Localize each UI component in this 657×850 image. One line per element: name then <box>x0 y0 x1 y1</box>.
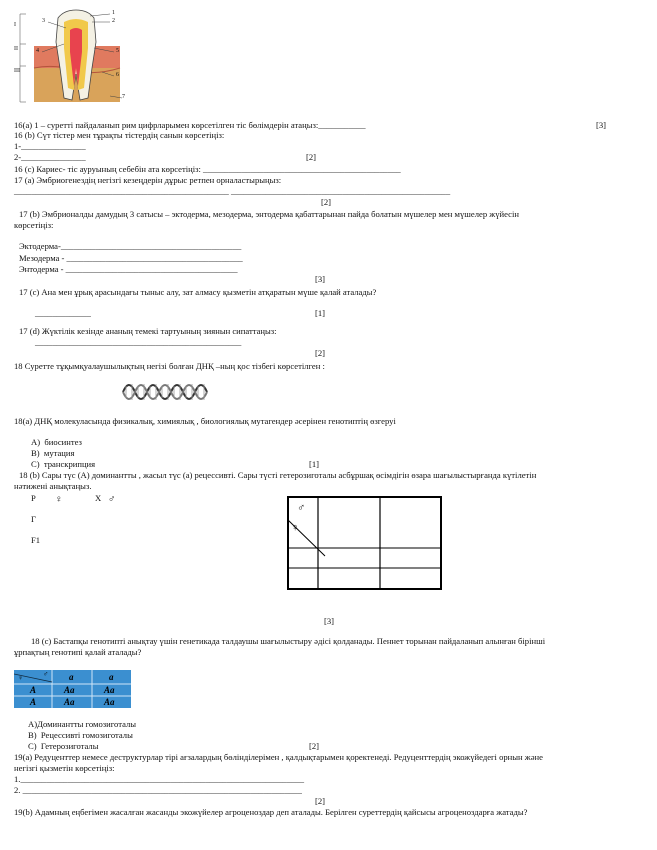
grid-female-symbol: ♀ <box>291 522 300 534</box>
q16b-line2[interactable]: 2-_______________ <box>14 152 86 162</box>
q18b-text-2: нәтижені анықтаңыз. <box>14 481 92 491</box>
q19b-text: 19(b) Адамның еңбегімен жасалған жасанды экожүйелер агроценоздар деп аталады. Берілген суреттердің қайсысы агроценоздарға жатады? <box>14 807 528 817</box>
q18c-text-2: ұрпақтың генотипі қалай аталады? <box>14 647 142 657</box>
tooth-illustration <box>14 8 128 104</box>
q16b-text: 16 (b) Сүт тістер мен тұрақты тістердің санын көрсетіңіз: <box>14 130 225 140</box>
q18b-x: X <box>95 493 102 503</box>
table-cell: Aa <box>64 685 75 695</box>
punnett-grid[interactable] <box>287 496 442 590</box>
q18b-gametes: Г <box>31 514 36 524</box>
option-letter: A) <box>31 437 41 447</box>
q18b-mark: [3] <box>324 616 335 626</box>
table-cell: Aa <box>104 697 115 707</box>
q19a-mark: [2] <box>315 796 326 806</box>
q16b-line1[interactable]: 1-_______________ <box>14 141 86 151</box>
table-cell: Aa <box>104 685 115 695</box>
tooth-number-1: 1 <box>112 10 115 16</box>
q17c-text: 17 (c) Ана мен ұрық арасындағы тыныс алу, зат алмасу қызметін атқаратын мүше қалай аталады? <box>19 287 377 297</box>
q19a-text-2: негізгі қызметін көрсетіңіз: <box>14 763 115 773</box>
q18-text: 18 Суретте тұқымқуалаушылықтың негізі болған ДНҚ –ның қос тізбегі көрсетілген : <box>14 361 325 371</box>
tooth-number-6: 6 <box>116 72 119 78</box>
q17d-blank[interactable]: ________________________________________________ <box>35 337 242 347</box>
q17b-text-1: 17 (b) Эмбрионалды дамудың 3 сатысы – эктодерма, мезодерма, энтодерма қабаттарынан пайда болатын мүшелер мен мүшелер жүйесін <box>19 209 519 219</box>
q17a-mark: [2] <box>321 197 332 207</box>
q18a-mark: [1] <box>309 459 320 469</box>
table-header-1: a <box>69 672 74 682</box>
option-letter: C) <box>31 459 40 469</box>
q18b-female: ♀ <box>55 494 63 505</box>
q17c-mark: [1] <box>315 308 326 318</box>
table-cell: Aa <box>64 697 75 707</box>
q17b-mark: [3] <box>315 274 326 284</box>
option-text: Доминантты гомозиготалы <box>37 719 137 729</box>
table-female-symbol: ♀ <box>18 674 24 682</box>
q16c-text[interactable]: 16 (c) Кариес- тіс ауруының себебін ата көрсетіңіз: ______________________________________________ <box>14 164 401 174</box>
q18b-p: P <box>31 493 36 503</box>
dna-helix-image <box>121 378 209 406</box>
tooth-number-7: 7 <box>122 94 125 100</box>
tooth-diagram <box>14 8 128 104</box>
q17b-endoderm[interactable]: Энтодерма - ________________________________________ <box>19 264 238 274</box>
q18c-mark: [2] <box>309 741 320 751</box>
q16a-text: 16(a) 1 – суретті пайдаланып рим цифрларымен көрсетілген тіс бөлімдерін атаңыз:___________ <box>14 120 366 130</box>
q18a-option-a[interactable] <box>31 438 82 448</box>
q18a-option-b[interactable] <box>31 449 74 459</box>
q19a-line2[interactable]: 2. _________________________________________________________________ <box>14 785 302 795</box>
roman-label-3: III <box>14 68 20 74</box>
q18a-text: 18(a) ДНҚ молекуласында физикалық, химиялық , биологиялық мутагендер әсерінен генотиптің өзгеруі <box>14 416 396 426</box>
option-letter: B) <box>28 730 37 740</box>
q18c-option-b[interactable] <box>28 731 133 741</box>
table-row-label-1: A <box>30 685 37 695</box>
q17d-mark: [2] <box>315 348 326 358</box>
option-text: Гетерозиготалы <box>40 741 99 751</box>
tooth-number-2: 2 <box>112 18 115 24</box>
q17b-text-2: көрсетіңіз: <box>14 220 54 230</box>
option-letter: C) <box>28 741 37 751</box>
q17a-blanks[interactable]: __________________________________________________ ___________________________________________________ <box>14 186 451 196</box>
table-row-label-2: A <box>30 697 37 707</box>
option-text: транскрипция <box>43 459 96 469</box>
roman-label-2: II <box>14 46 18 52</box>
table-header-2: a <box>109 672 114 682</box>
q17a-text: 17 (a) Эмбриогенездің негізгі кезеңдерін дұрыс ретпен орналастырыңыз: <box>14 175 282 185</box>
q17b-ectoderm[interactable]: Эктодерма-__________________________________________ <box>19 241 242 251</box>
q18b-male: ♂ <box>108 494 116 505</box>
q19a-text-1: 19(a) Редуценттер немесе деструктурлар тірі ағзалардың бөліндiлерімен , қалдықтарымен қоректенеді. Редуценттердің экожүйедегі орнын және <box>14 752 543 762</box>
q19a-line1[interactable]: 1.__________________________________________________________________ <box>14 774 305 784</box>
q18c-option-c[interactable] <box>28 742 98 752</box>
option-text: мутация <box>43 448 75 458</box>
q16b-mark: [2] <box>306 152 317 162</box>
q18c-text-1: 18 (c) Бастапқы генотипті анықтау үшін генетикада талдаушы шағылыстыру әдісі қолданады. Пеннет торынан пайдаланып алынған бірінші <box>31 636 546 646</box>
tooth-number-4: 4 <box>36 48 39 54</box>
grid-male-symbol: ♂ <box>297 502 306 514</box>
q18b-f1: F1 <box>31 535 41 545</box>
roman-label-1: I <box>14 22 16 28</box>
tooth-number-3: 3 <box>42 18 45 24</box>
option-letter: B) <box>31 448 40 458</box>
q16a-mark: [3] <box>596 120 607 130</box>
q17c-blank[interactable]: _____________ <box>35 308 91 318</box>
q18c-option-a[interactable] <box>28 720 136 730</box>
genotype-table <box>14 670 131 708</box>
option-text: биосинтез <box>44 437 82 447</box>
table-male-symbol: ♂ <box>43 670 49 678</box>
option-text: Рецессивті гомозиготалы <box>40 730 133 740</box>
q17d-text: 17 (d) Жүктілік кезінде ананың темекі тартуының зиянын сипаттаңыз: <box>19 326 277 336</box>
q18b-text-1: 18 (b) Сары түс (А) доминантты , жасыл түс (а) рецессивті. Сары түсті гетерозиготалы асбұршақ өсімдігін өзара шағылыстырғанда күтілетін <box>19 470 537 480</box>
q17b-mesoderm[interactable]: Мезодерма - _________________________________________ <box>19 253 243 263</box>
option-letter: A) <box>28 719 38 729</box>
q18a-option-c[interactable] <box>31 460 95 470</box>
tooth-number-5: 5 <box>116 48 119 54</box>
